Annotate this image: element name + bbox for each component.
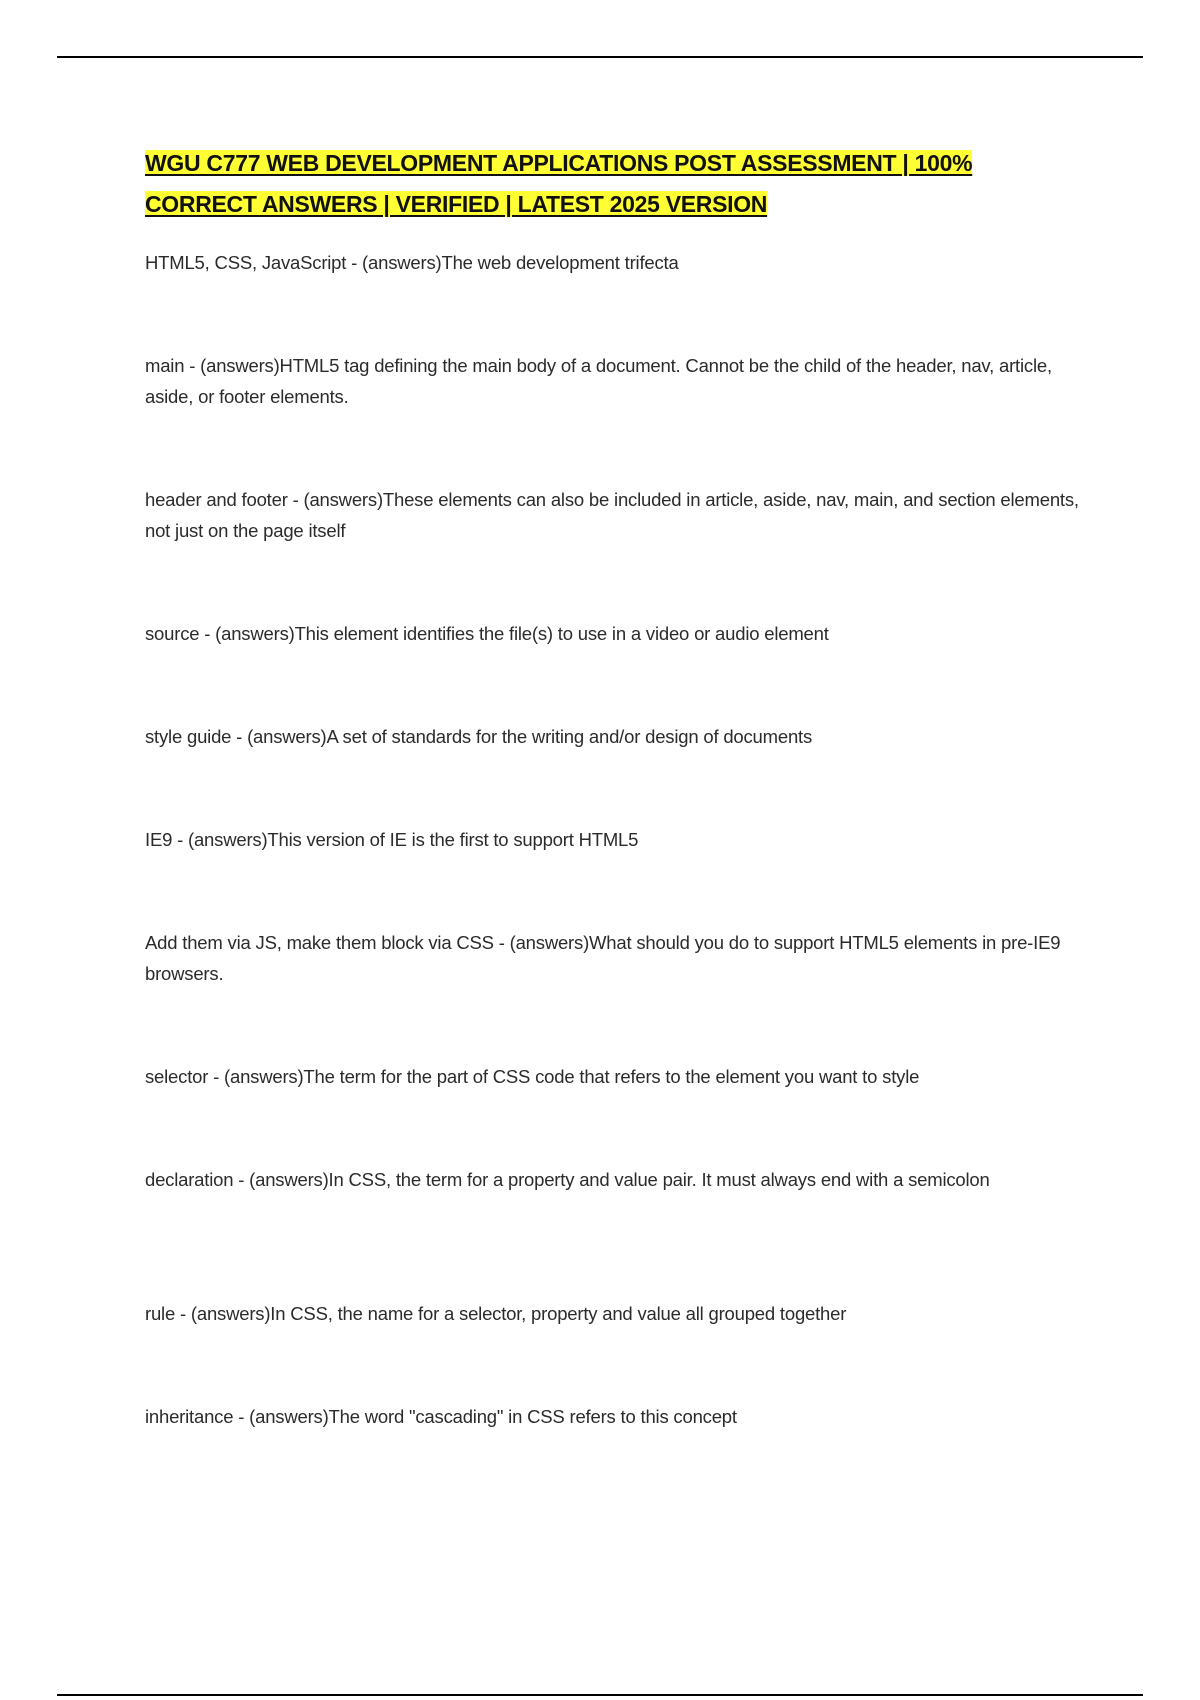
qa-entry: source - (answers)This element identifies the file(s) to use in a video or audio element bbox=[145, 623, 829, 644]
qa-entry: rule - (answers)In CSS, the name for a selector, property and value all grouped together bbox=[145, 1303, 847, 1324]
qa-entry: header and footer - (answers)These elements can also be included in article, aside, nav, main, and section elements, not just on the page itself bbox=[145, 489, 1079, 541]
bottom-rule bbox=[57, 1694, 1143, 1696]
qa-entry: IE9 - (answers)This version of IE is the first to support HTML5 bbox=[145, 829, 639, 850]
qa-entry: HTML5, CSS, JavaScript - (answers)The web development trifecta bbox=[145, 252, 679, 273]
document-body bbox=[145, 143, 1095, 1504]
qa-entry: inheritance - (answers)The word "cascading" in CSS refers to this concept bbox=[145, 1406, 737, 1427]
qa-entry: selector - (answers)The term for the part of CSS code that refers to the element you want to style bbox=[145, 1066, 920, 1087]
title-line-1: WGU C777 WEB DEVELOPMENT APPLICATIONS POST ASSESSMENT | 100% bbox=[145, 150, 973, 176]
top-rule bbox=[57, 56, 1143, 58]
qa-entry: declaration - (answers)In CSS, the term for a property and value pair. It must always end with a semicolon bbox=[145, 1169, 990, 1190]
qa-entry: style guide - (answers)A set of standards for the writing and/or design of documents bbox=[145, 726, 813, 747]
document-title bbox=[145, 143, 1095, 225]
title-line-2: CORRECT ANSWERS | VERIFIED | LATEST 2025 VERSION bbox=[145, 191, 768, 217]
qa-entry: Add them via JS, make them block via CSS - (answers)What should you do to support HTML5 elements in pre-IE9 browsers. bbox=[145, 932, 1061, 984]
qa-entry: main - (answers)HTML5 tag defining the main body of a document. Cannot be the child of the header, nav, article, aside, or footer elements. bbox=[145, 355, 1052, 407]
